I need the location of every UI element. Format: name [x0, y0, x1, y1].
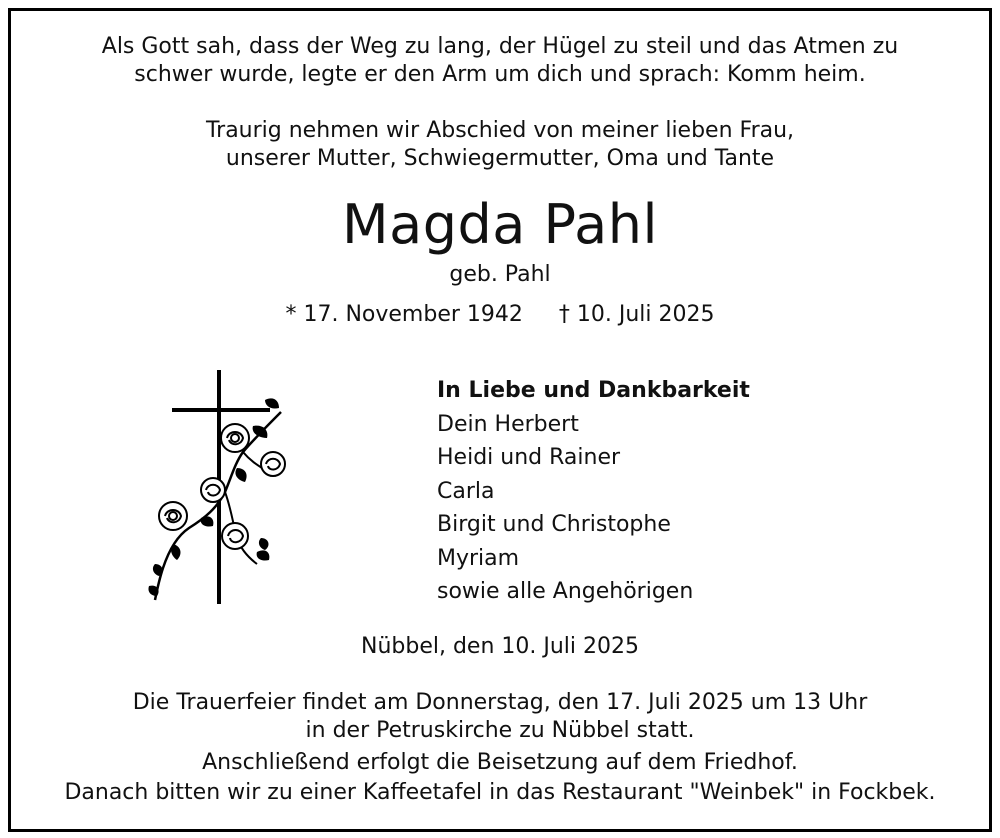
ceremony-line-2: in der Petruskirche zu Nübbel statt. [305, 718, 695, 743]
intro-line-1: Traurig nehmen wir Abschied von meiner lieben Frau, [205, 118, 795, 143]
death-date: † 10. Juli 2025 [558, 302, 715, 327]
family-member: Heidi und Rainer [437, 445, 621, 470]
family-member: Birgit und Christophe [437, 512, 671, 537]
maiden-name: geb. Pahl [449, 262, 551, 287]
ceremony-line-1: Die Trauerfeier findet am Donnerstag, den 17. Juli 2025 um 13 Uhr [132, 690, 868, 715]
family-list [437, 374, 750, 609]
deceased-name: Magda Pahl [342, 193, 658, 256]
family-member: Carla [437, 478, 495, 504]
ceremony-line-3: Anschließend erfolgt die Beisetzung auf dem Friedhof. [202, 750, 798, 775]
place-date: Nübbel, den 10. Juli 2025 [360, 634, 640, 659]
poem-line-2: schwer wurde, legte er den Arm um dich und sprach: Komm heim. [134, 62, 866, 87]
ceremony-line-4: Danach bitten wir zu einer Kaffeetafel in das Restaurant "Weinbek" in Fockbek. [64, 780, 936, 805]
life-dates [0, 300, 1000, 330]
family-member: Myriam [437, 545, 520, 571]
birth-date: * 17. November 1942 [285, 302, 523, 327]
poem-line-1: Als Gott sah, dass der Weg zu lang, der Hügel zu steil und das Atmen zu [101, 34, 899, 59]
family-member: sowie alle Angehörigen [437, 579, 694, 604]
family-heading: In Liebe und Dankbarkeit [437, 378, 750, 403]
cross-with-roses-icon [145, 368, 290, 608]
intro-line-2: unserer Mutter, Schwiegermutter, Oma und Tante [225, 146, 775, 171]
family-member: Dein Herbert [437, 411, 579, 437]
